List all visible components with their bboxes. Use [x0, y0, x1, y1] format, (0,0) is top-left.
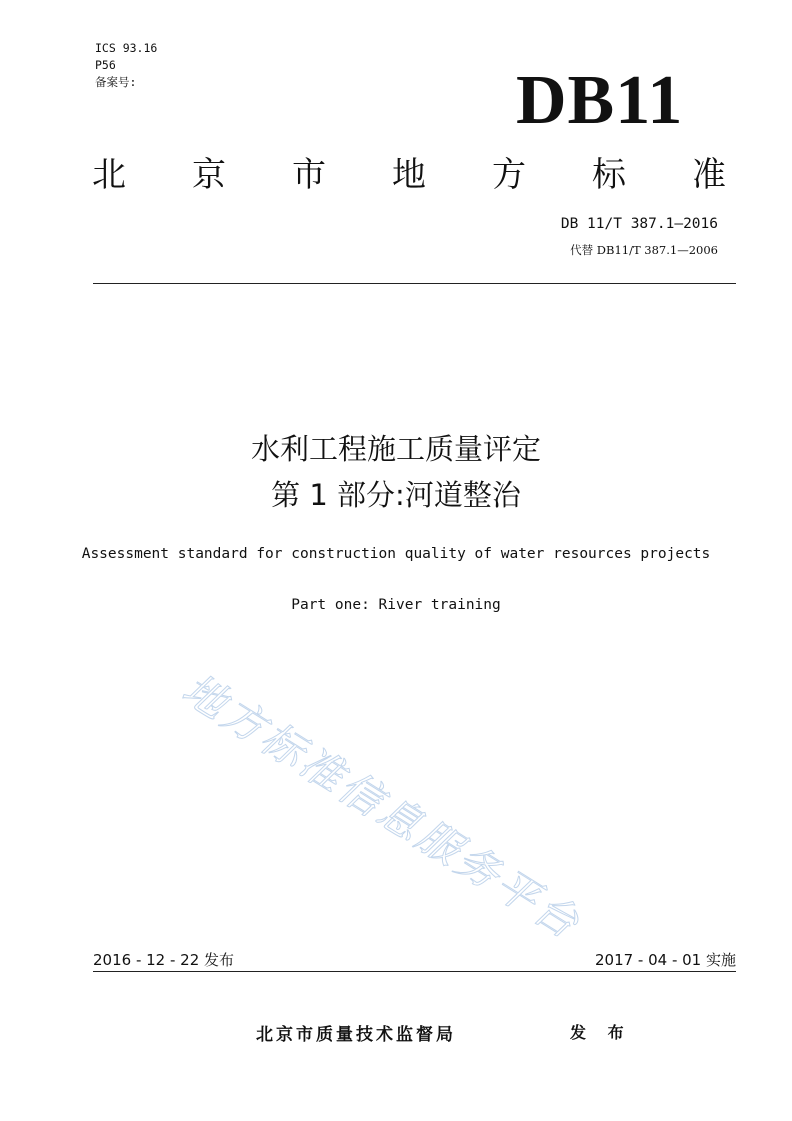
standard-type-char: 准 — [692, 155, 726, 195]
standard-type-char: 北 — [92, 155, 126, 195]
document-meta — [95, 40, 157, 91]
issuing-authority: 北京市质量技术监督局 — [256, 1025, 456, 1045]
standard-type-char: 标 — [592, 155, 626, 195]
standard-type — [92, 152, 726, 198]
standard-logo: DB11 — [516, 62, 684, 139]
standard-type-char: 京 — [192, 155, 226, 195]
document-title: 水利工程施工质量评定 — [250, 432, 541, 466]
bottom-divider — [93, 971, 736, 972]
ics-code: ICS 93.16 — [95, 41, 158, 55]
implementation-date: 2017 - 04 - 01 实施 — [594, 951, 736, 969]
issue-date: 2016 - 12 - 22 发布 — [93, 951, 235, 969]
filing-number: 备案号: — [95, 75, 137, 89]
english-title: Assessment standard for construction quality of water resources projects — [81, 546, 711, 562]
document-subtitle: 第 1 部分:河道整治 — [271, 478, 521, 512]
replaces-standard: 代替 DB11/T 387.1—2006 — [570, 243, 718, 257]
standard-type-char: 方 — [492, 155, 526, 195]
category-code: P56 — [95, 58, 116, 72]
english-subtitle: Part one: River training — [291, 597, 501, 613]
watermark: 地方标准信息服务平台 — [174, 664, 591, 950]
standard-code: DB 11/T 387.1—2016 — [560, 216, 718, 232]
standard-type-char: 地 — [392, 155, 426, 195]
issuing-action: 发 布 — [570, 1023, 632, 1042]
standard-type-char: 市 — [292, 155, 326, 195]
top-divider — [93, 283, 736, 284]
